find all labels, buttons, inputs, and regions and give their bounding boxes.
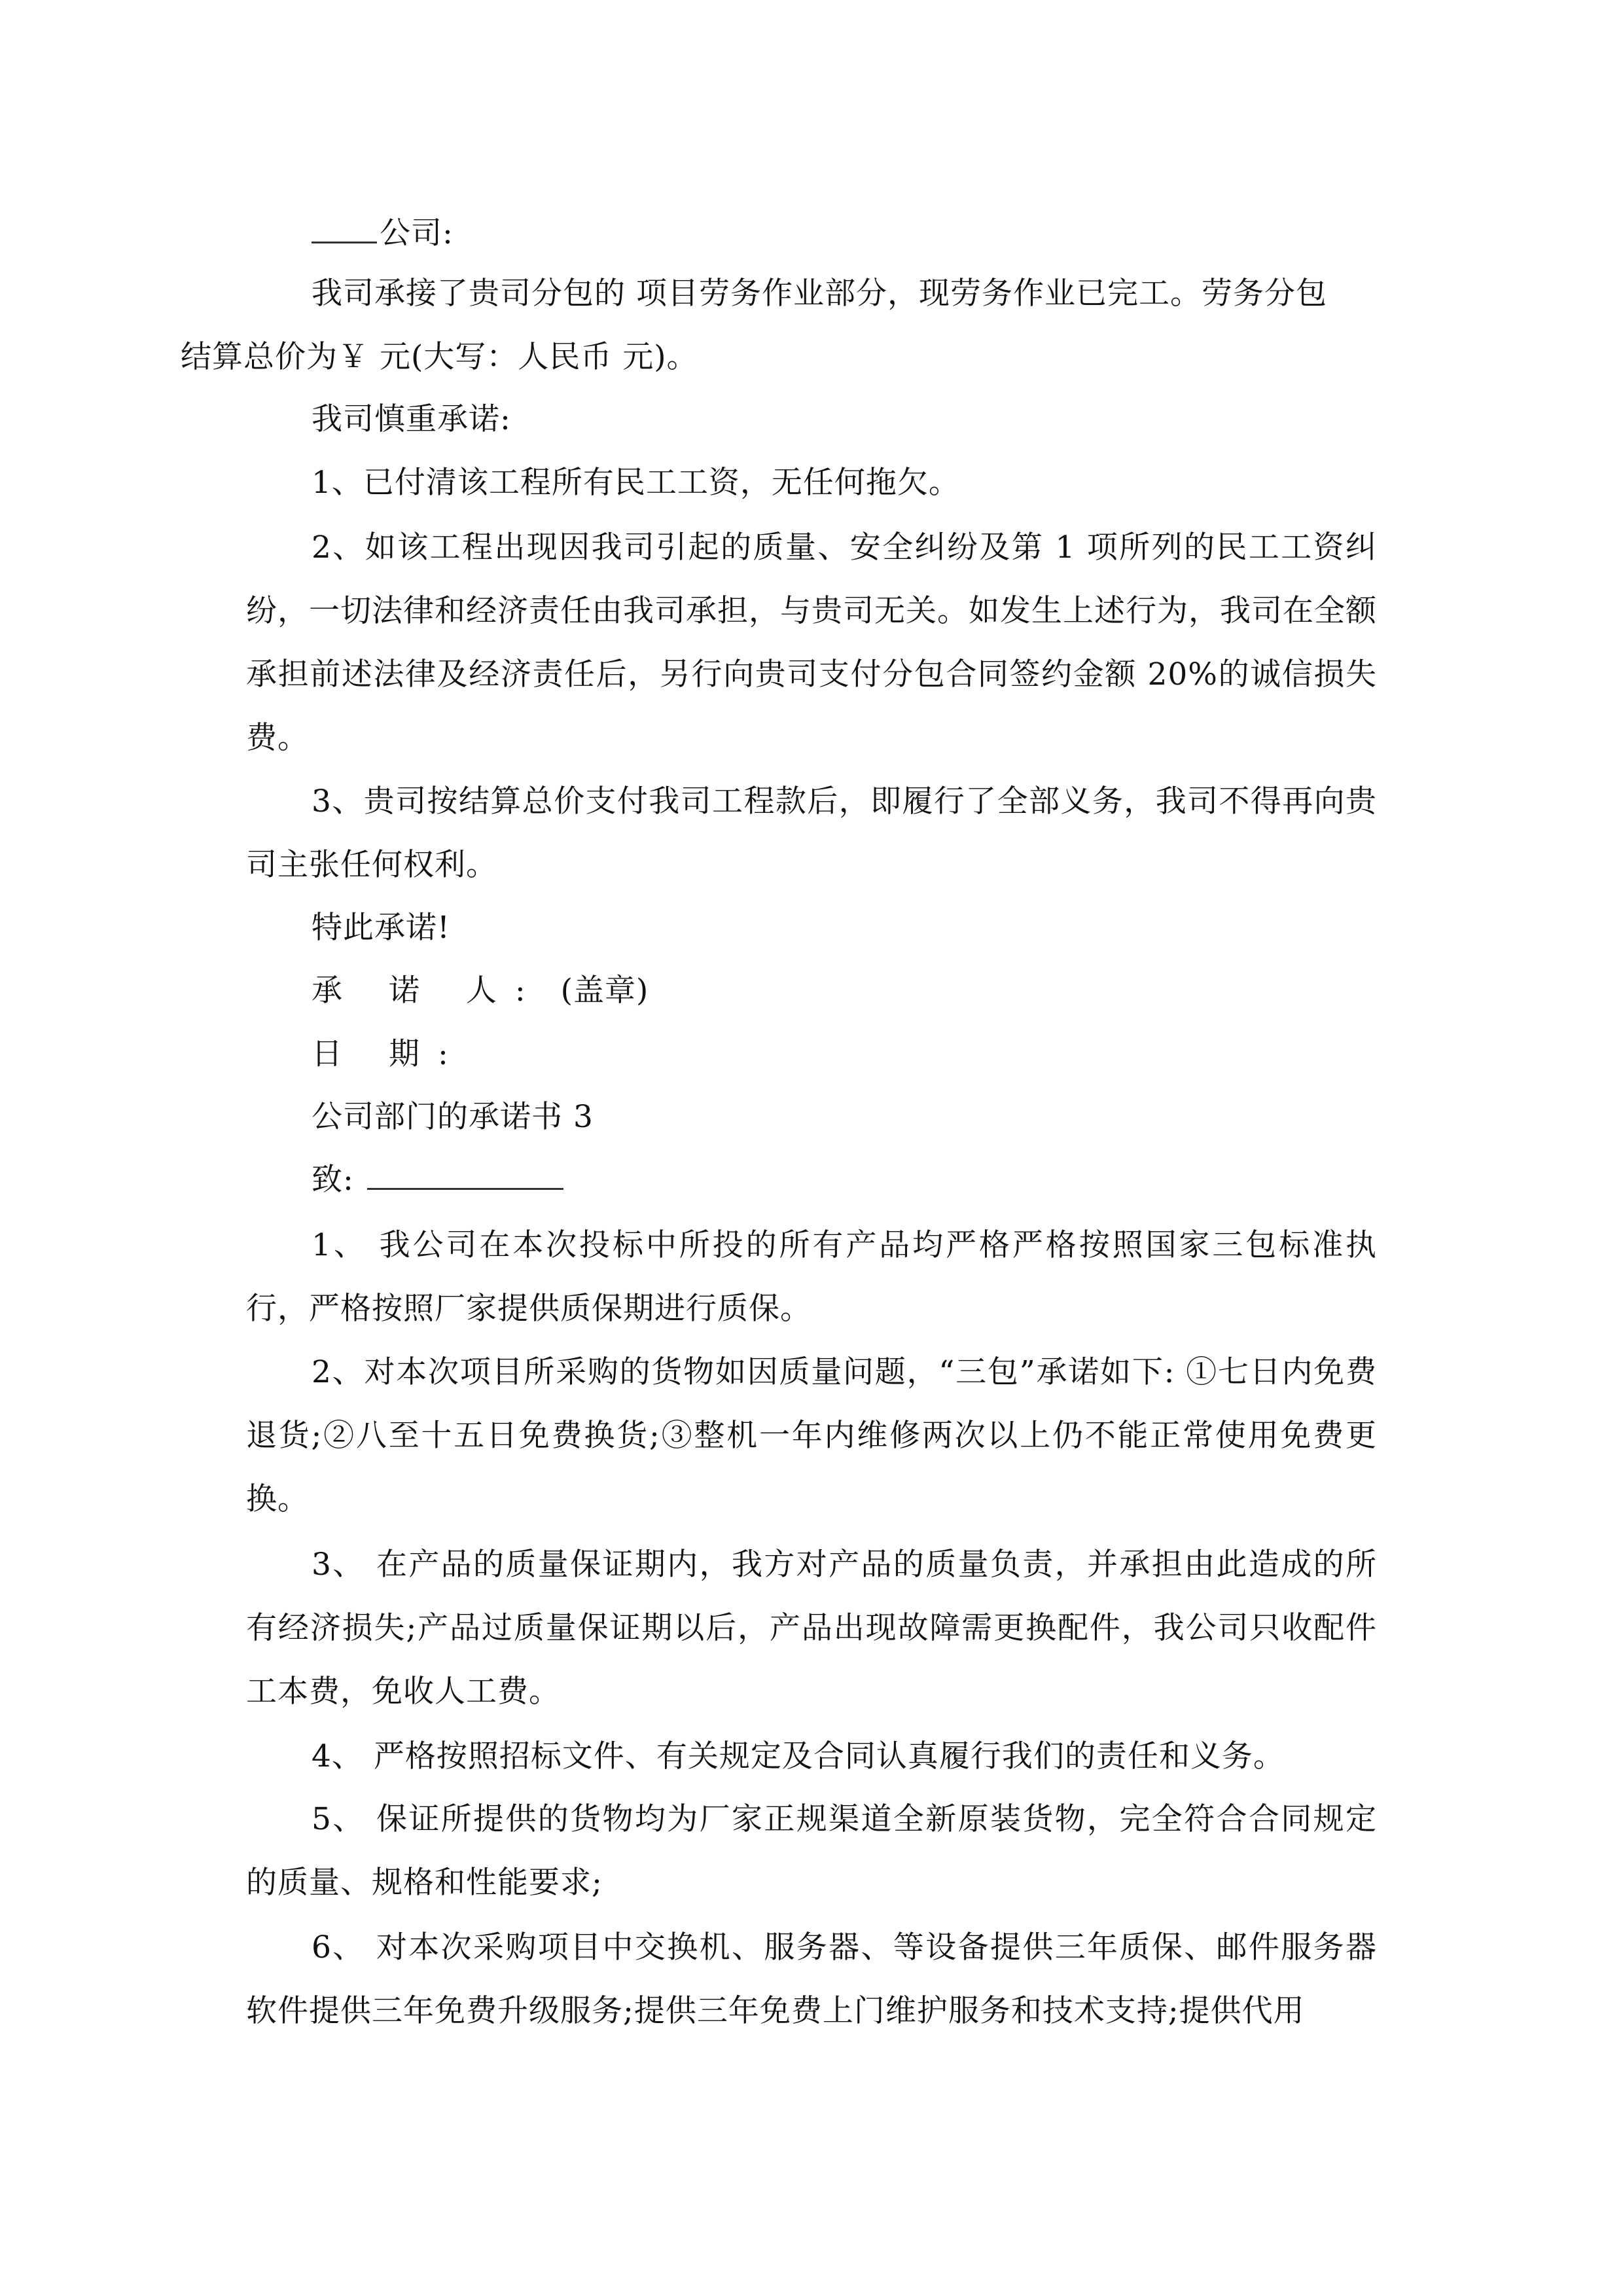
- to-label: 致:: [312, 1162, 354, 1198]
- s3-item-2: 2、对本次项目所采购的货物如因质量问题，“三包”承诺如下: ①七日内免费退货;②八至十五日免费换货;③整机一年内维修两次以上仍不能正常使用免费更换。: [246, 1354, 1377, 1517]
- s3-item-3: 3、 在产品的质量保证期内，我方对产品的质量负责，并承担由此造成的所有经济损失;产品过质量保证期以后，产品出现故障需更换配件，我公司只收配件工本费，免收人工费。: [246, 1547, 1377, 1710]
- company-blank: [312, 241, 377, 243]
- promisor-label: 承 诺 人:: [312, 973, 544, 1009]
- s3-item-6: 6、 对本次采购项目中交换机、服务器、等设备提供三年质保、邮件服务器软件提供三年免费升级服务;提供三年免费上门维护服务和技术支持;提供代用: [246, 1929, 1377, 2029]
- s3-item-1: 1、 我公司在本次投标中所投的所有产品均严格严格按照国家三包标准执行，严格按照厂家提供质保期进行质保。: [246, 1227, 1377, 1327]
- promisor-seal: (盖章): [560, 973, 649, 1009]
- closing: 特此承诺!: [312, 910, 450, 946]
- intro-line-1: 我司承接了贵司分包的 项目劳务作业部分，现劳务作业已完工。劳务分包: [312, 276, 1327, 312]
- promisor-line: [312, 959, 649, 1022]
- recipient-blank: [367, 1187, 563, 1190]
- s3-item-5: 5、 保证所提供的货物均为厂家正规渠道全新原装货物，完全符合合同规定的质量、规格和性能要求;: [246, 1801, 1377, 1901]
- date-line: [312, 1022, 467, 1086]
- item-3: 3、贵司按结算总价支付我司工程款后，即履行了全部义务，我司不得再向贵司主张任何权利。: [246, 783, 1377, 883]
- addressee-line: [312, 202, 454, 265]
- intro-line-2: 结算总价为￥ 元(大写：人民币 元)。: [181, 339, 698, 375]
- date-label: 日 期:: [312, 1036, 467, 1072]
- section-title: 公司部门的承诺书 3: [312, 1099, 594, 1135]
- to-line: [312, 1148, 563, 1211]
- commit-intro: 我司慎重承诺:: [312, 401, 511, 437]
- paragraph-intro: [181, 262, 1377, 389]
- item-2: 2、如该工程出现因我司引起的质量、安全纠纷及第 1 项所列的民工工资纠纷，一切法律和经济责任由我司承担，与贵司无关。如发生上述行为，我司在全额承担前述法律及经济责任后，另行向贵司支付分包合同签约金额 20%的诚信损失费。: [246, 529, 1377, 756]
- addressee-suffix: 公司:: [380, 215, 454, 251]
- s3-item-4: 4、 严格按照招标文件、有关规定及合同认真履行我们的责任和义务。: [312, 1738, 1285, 1774]
- item-1: 1、已付清该工程所有民工工资，无任何拖欠。: [312, 465, 960, 501]
